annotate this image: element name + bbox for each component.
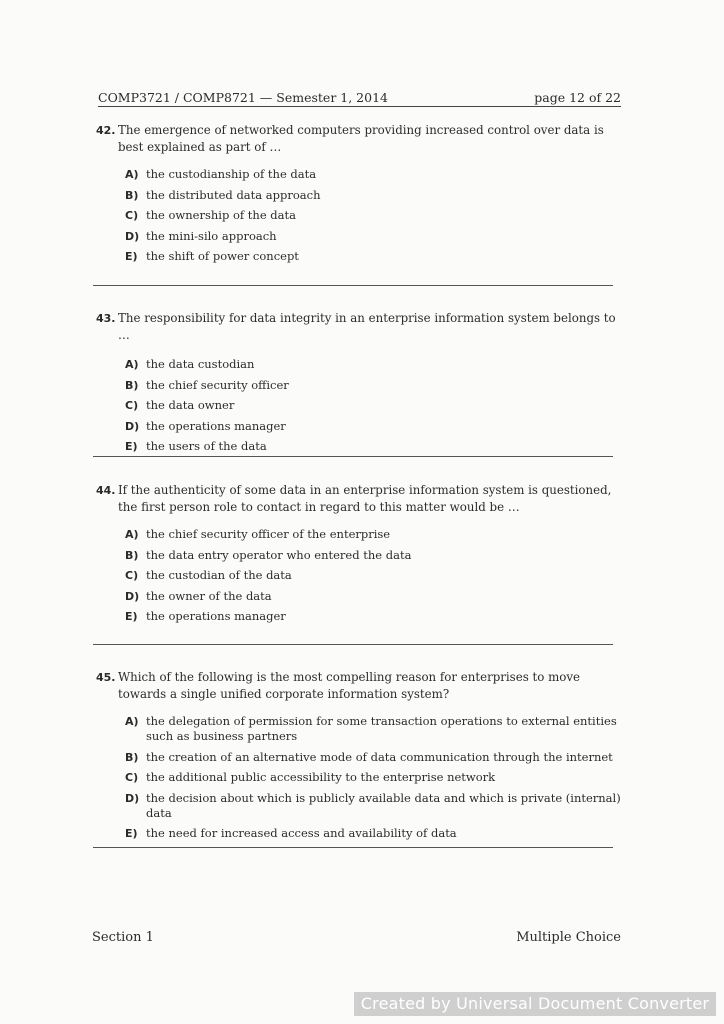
option-text: the operations manager (146, 418, 286, 433)
option-letter: B) (125, 188, 139, 202)
option-letter: C) (125, 209, 139, 222)
option-letter: B) (125, 750, 139, 764)
answer-options (96, 714, 621, 841)
option-a (125, 527, 621, 542)
option-d (125, 229, 621, 244)
option-c (125, 398, 621, 413)
option-letter: D) (125, 419, 140, 433)
converter-watermark: Created by Universal Document Converter (354, 992, 716, 1016)
question-45 (96, 669, 621, 847)
option-text: the chief security officer (146, 377, 289, 392)
option-text: the mini-silo approach (146, 228, 277, 243)
option-a (125, 357, 621, 372)
option-letter: C) (125, 399, 139, 412)
option-letter: D) (125, 589, 140, 603)
option-text: the need for increased access and availability of data (146, 826, 457, 840)
option-text: the operations manager (146, 609, 286, 623)
question-divider (93, 456, 613, 457)
option-d (125, 419, 621, 434)
question-divider (93, 847, 613, 848)
option-letter: D) (125, 791, 140, 805)
option-letter: A) (125, 358, 139, 371)
option-letter: D) (125, 229, 140, 243)
option-letter: E) (125, 610, 138, 623)
footer-question-type: Multiple Choice (516, 930, 621, 945)
option-e (125, 826, 621, 841)
question-text: The responsibility for data integrity in an enterprise information system belongs to … (118, 311, 616, 342)
course-title: COMP3721 / COMP8721 — Semester 1, 2014 (98, 90, 388, 105)
option-letter: A) (125, 528, 139, 541)
option-text: the users of the data (146, 439, 267, 453)
option-d (125, 589, 621, 604)
option-text: the delegation of permission for some transaction operations to external entities such as business partners (146, 714, 617, 743)
option-b (125, 188, 621, 203)
question-divider (93, 644, 613, 645)
option-b (125, 548, 621, 563)
option-text: the shift of power concept (146, 249, 299, 263)
option-c (125, 208, 621, 223)
option-text: the distributed data approach (146, 187, 321, 202)
option-letter: A) (125, 715, 139, 728)
option-e (125, 609, 621, 624)
option-a (125, 167, 621, 182)
option-letter: E) (125, 827, 138, 840)
page-header (98, 90, 621, 107)
answer-options (96, 527, 621, 624)
option-text: the data custodian (146, 357, 255, 371)
question-divider (93, 285, 613, 286)
option-text: the owner of the data (146, 588, 272, 603)
option-letter: A) (125, 168, 139, 181)
option-text: the creation of an alternative mode of data communication through the internet (146, 749, 613, 764)
option-text: the data entry operator who entered the data (146, 547, 412, 562)
footer-section: Section 1 (92, 930, 154, 945)
option-letter: E) (125, 250, 138, 263)
question-number: 44. (96, 484, 116, 497)
option-b (125, 750, 621, 765)
option-a (125, 714, 621, 744)
option-text: the additional public accessibility to the enterprise network (146, 770, 496, 784)
option-e (125, 439, 621, 454)
option-text: the data owner (146, 398, 235, 412)
question-42 (96, 122, 621, 270)
option-e (125, 249, 621, 264)
question-44 (96, 482, 621, 630)
option-c (125, 770, 621, 785)
option-b (125, 378, 621, 393)
option-d (125, 791, 621, 821)
option-letter: E) (125, 440, 138, 453)
question-number: 45. (96, 671, 116, 684)
question-number: 43. (96, 312, 116, 325)
option-text: the ownership of the data (146, 208, 296, 222)
option-letter: B) (125, 548, 139, 562)
option-text: the custodianship of the data (146, 167, 317, 181)
option-text: the chief security officer of the enterprise (146, 527, 391, 541)
answer-options (96, 357, 621, 454)
option-text: the custodian of the data (146, 568, 292, 582)
option-letter: C) (125, 771, 139, 784)
option-letter: B) (125, 378, 139, 392)
page-number: page 12 of 22 (534, 90, 621, 105)
question-text: If the authenticity of some data in an enterprise information system is questioned, the first person role to contact in regard to this matter would be … (118, 483, 612, 514)
question-43 (96, 310, 621, 460)
option-text: the decision about which is publicly available data and which is private (internal) data (146, 790, 621, 820)
question-text: Which of the following is the most compelling reason for enterprises to move towards a single unified corporate information system? (118, 670, 581, 701)
question-text: The emergence of networked computers providing increased control over data is best explained as part of … (118, 123, 604, 154)
question-number: 42. (96, 124, 116, 137)
answer-options (96, 167, 621, 264)
option-letter: C) (125, 569, 139, 582)
option-c (125, 568, 621, 583)
